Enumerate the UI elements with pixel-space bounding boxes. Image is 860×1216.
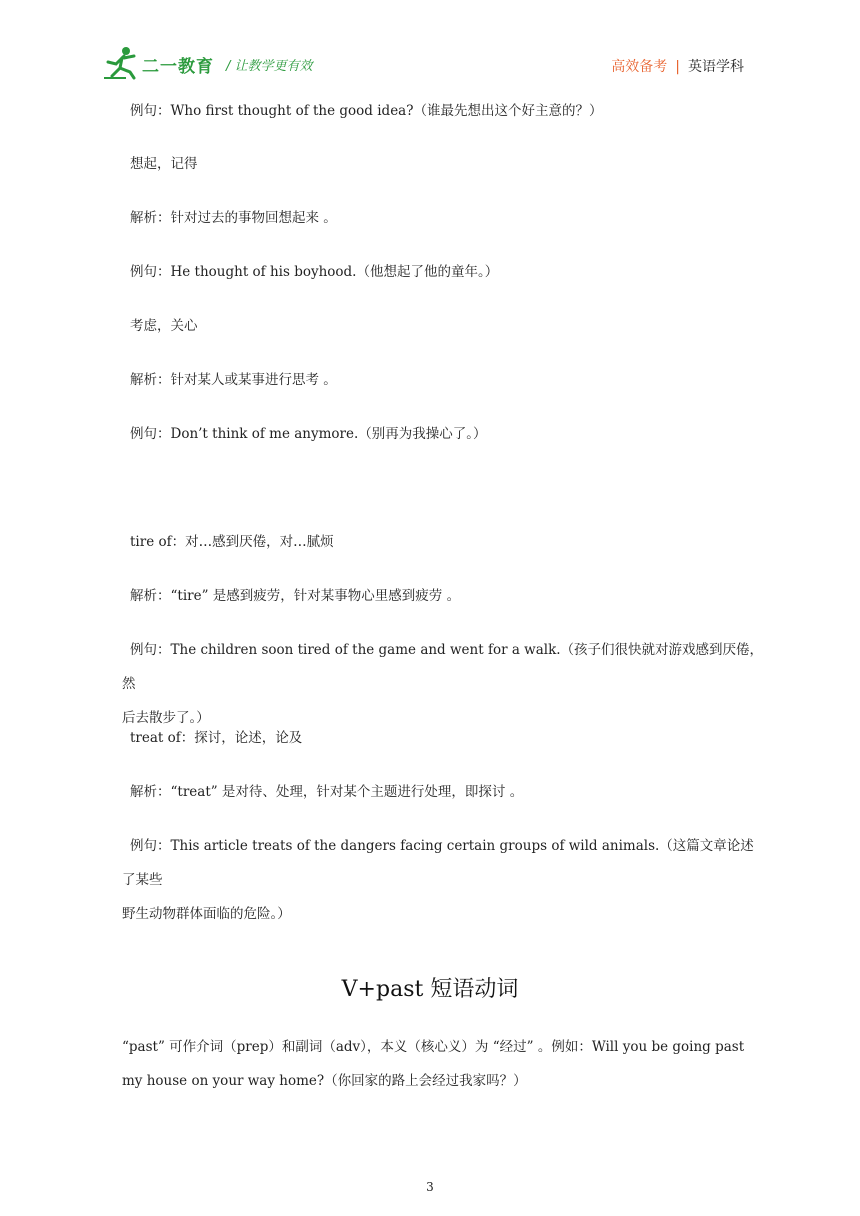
example-paragraph <box>122 829 764 931</box>
tag-exam-prep: 高效备考 <box>611 59 668 75</box>
analysis-line: 解析：“tire” 是感到疲劳，针对某事物心里感到疲劳 。 <box>130 588 461 604</box>
example-sentence-cont: 后去散步了。） <box>122 710 210 726</box>
tag-separator: | <box>675 59 680 75</box>
section-heading: V+past 短语动词 <box>341 977 519 1002</box>
example-sentence: 例句：Don’t think of me anymore.（别再为我操心了。） <box>130 426 487 442</box>
analysis-line: 解析：针对过去的事物回想起来 。 <box>130 210 337 226</box>
phrase-entry-tire-of: tire of：对…感到厌倦，对…腻烦 <box>130 534 334 550</box>
meaning-line: 考虑，关心 <box>130 318 198 334</box>
page-number: 3 <box>426 1180 434 1194</box>
meaning-line: 想起，记得 <box>130 156 198 172</box>
logo <box>104 46 334 82</box>
example-sentence-cont: 野生动物群体面临的危险。） <box>122 906 291 922</box>
brand-name: 二一教育 <box>142 57 214 77</box>
page-header <box>0 0 860 90</box>
intro-text-cont: my house on your way home?（你回家的路上会经过我家吗？） <box>122 1073 527 1089</box>
intro-paragraph <box>122 1030 764 1098</box>
example-sentence: 例句：He thought of his boyhood.（他想起了他的童年。） <box>130 264 499 280</box>
header-tags <box>611 56 744 76</box>
analysis-line: 解析：“treat” 是对待、处理，针对某个主题进行处理，即探讨 。 <box>130 784 524 800</box>
example-paragraph <box>122 633 764 735</box>
example-sentence: 例句：Who first thought of the good idea?（谁最先想出这个好主意的？） <box>130 103 603 119</box>
analysis-line: 解析：针对某人或某事进行思考 。 <box>130 372 337 388</box>
tag-subject: 英语学科 <box>688 59 744 75</box>
intro-text: “past” 可作介词（prep）和副词（adv），本义（核心义）为 “经过” 。例如：Will you be going past <box>122 1039 745 1055</box>
example-sentence: 例句：The children soon tired of the game and went for a walk.（孩子们很快就对游戏感到厌倦，然 <box>122 642 764 692</box>
example-sentence: 例句：This article treats of the dangers facing certain groups of wild animals.（这篇文章论述了某些 <box>122 838 754 888</box>
phrase-entry-treat-of: treat of：探讨，论述，论及 <box>130 730 303 746</box>
runner-icon <box>104 46 140 80</box>
slogan: / 让教学更有效 <box>226 59 313 74</box>
